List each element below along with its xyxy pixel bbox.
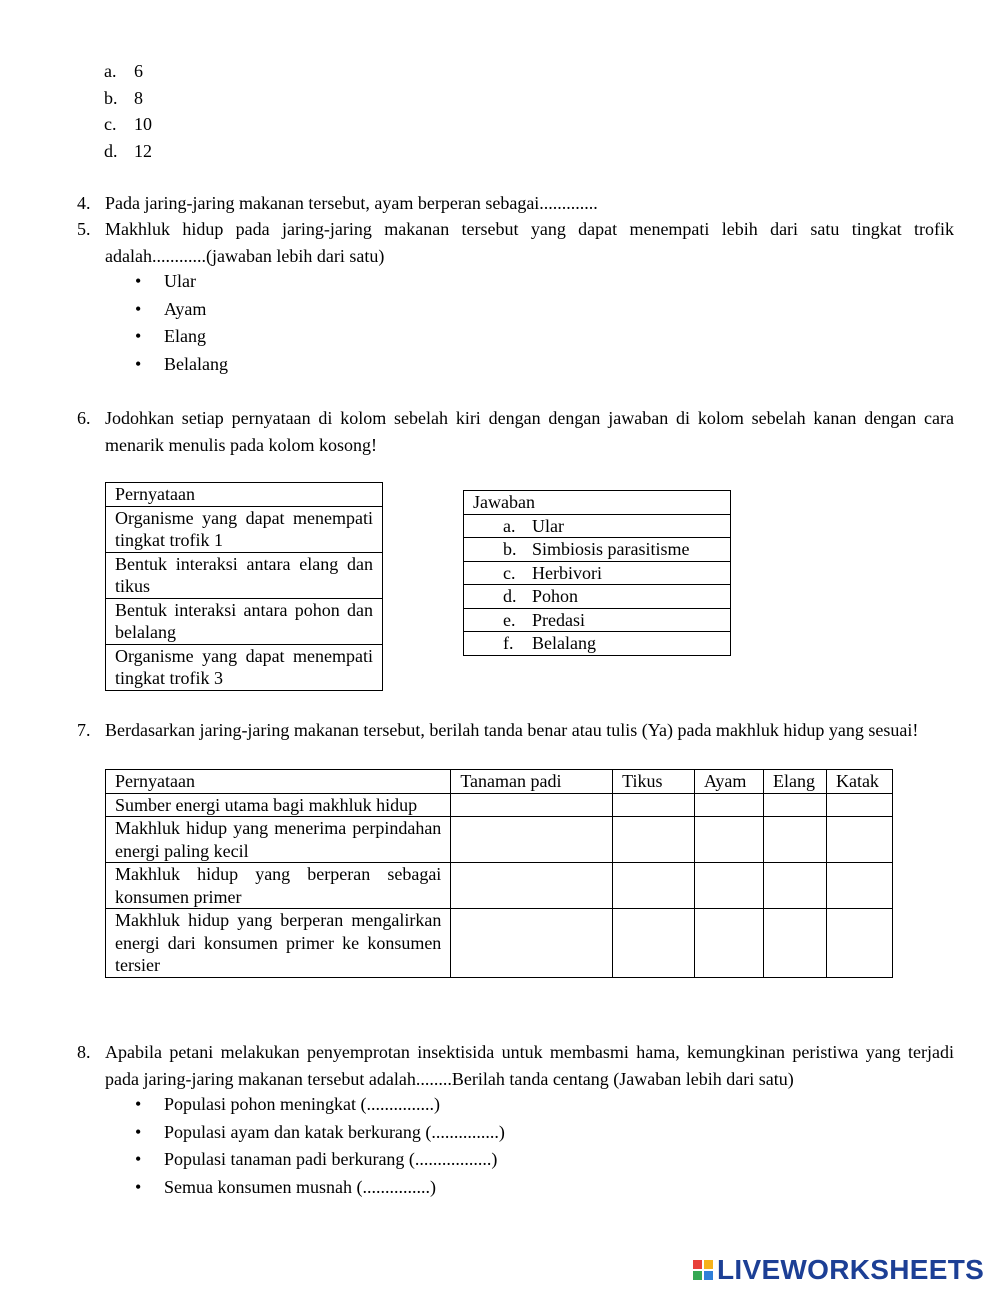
choice-semua-konsumen[interactable]: • Semua konsumen musnah (...............) (135, 1174, 505, 1202)
header-tikus: Tikus (613, 770, 695, 794)
header-pernyataan: Pernyataan (106, 770, 451, 794)
row-statement: Makhluk hidup yang menerima perpindahan energi paling kecil (106, 817, 451, 863)
answer-row[interactable]: b. Simbiosis parasitisme (464, 538, 731, 562)
answer-header: Jawaban (464, 491, 731, 515)
table-row (106, 793, 893, 817)
answer-cell[interactable] (763, 817, 826, 863)
liveworksheets-logo (693, 1254, 984, 1286)
answer-cell[interactable] (763, 863, 826, 909)
statement-header: Pernyataan (106, 483, 383, 507)
choice-belalang[interactable]: • Belalang (135, 351, 228, 379)
answer-row[interactable]: a. Ular (464, 514, 731, 538)
question-6: 6. Jodohkan setiap pernyataan di kolom sebelah kiri dengan dengan jawaban di kolom sebelah kanan dengan cara menarik menulis pada kolom kosong! (77, 408, 954, 455)
answer-row[interactable]: d. Pohon (464, 585, 731, 609)
answer-cell[interactable] (613, 863, 695, 909)
logo-block (693, 1271, 702, 1280)
answer-cell[interactable] (695, 793, 764, 817)
answer-cell[interactable] (826, 863, 892, 909)
answer-cell[interactable] (695, 863, 764, 909)
answer-cell[interactable] (451, 863, 613, 909)
question-8: 8. Apabila petani melakukan penyemprotan insektisida untuk membasmi hama, kemungkinan peristiwa yang terjadi pada jaring-jaring makanan tersebut adalah........Berilah tanda centang (Jawaban lebih dari satu) (77, 1042, 954, 1089)
answer-cell[interactable] (695, 817, 764, 863)
logo-block (693, 1260, 702, 1269)
choice-elang[interactable]: • Elang (135, 323, 228, 351)
choice-ular[interactable]: • Ular (135, 268, 228, 296)
statement-row: Bentuk interaksi antara pohon dan belalang (106, 598, 383, 644)
statement-row: Bentuk interaksi antara elang dan tikus (106, 552, 383, 598)
logo-icon (693, 1260, 713, 1280)
answer-cell[interactable] (826, 909, 892, 978)
answer-cell[interactable] (763, 793, 826, 817)
answer-cell[interactable] (826, 793, 892, 817)
option-c[interactable]: c. 10 (104, 114, 152, 134)
answer-row[interactable]: e. Predasi (464, 608, 731, 632)
choice-populasi-ayam-katak[interactable]: • Populasi ayam dan katak berkurang (...............) (135, 1119, 505, 1147)
logo-text: LIVEWORKSHEETS (717, 1254, 985, 1285)
table-row (106, 817, 893, 863)
question-4: 4. Pada jaring-jaring makanan tersebut, ayam berperan sebagai............. (77, 193, 598, 213)
table-row (106, 863, 893, 909)
question-5: 5. Makhluk hidup pada jaring-jaring makanan tersebut yang dapat menempati lebih dari satu tingkat trofik adalah............(jawaban lebih dari satu) (77, 219, 954, 266)
choice-ayam[interactable]: • Ayam (135, 296, 228, 324)
answer-cell[interactable] (451, 909, 613, 978)
option-d[interactable]: d. 12 (104, 140, 152, 161)
table-row (106, 909, 893, 978)
answer-cell[interactable] (826, 817, 892, 863)
answer-row[interactable]: c. Herbivori (464, 561, 731, 585)
choice-populasi-pohon[interactable]: • Populasi pohon meningkat (...............) (135, 1091, 505, 1119)
row-statement: Makhluk hidup yang berperan sebagai konsumen primer (106, 863, 451, 909)
question-8-choices (135, 1091, 505, 1202)
logo-block (704, 1271, 713, 1280)
question-7: 7. Berdasarkan jaring-jaring makanan tersebut, berilah tanda benar atau tulis (Ya) pada makhluk hidup yang sesuai! (77, 720, 919, 740)
answer-row[interactable]: f. Belalang (464, 632, 731, 656)
option-b[interactable]: b. 8 (104, 87, 143, 108)
answer-cell[interactable] (613, 909, 695, 978)
row-statement: Sumber energi utama bagi makhluk hidup (106, 793, 451, 817)
answer-cell[interactable] (695, 909, 764, 978)
statement-row: Organisme yang dapat menempati tingkat trofik 1 (106, 506, 383, 552)
table-header-row (106, 770, 893, 794)
answer-cell[interactable] (451, 817, 613, 863)
statement-table (105, 482, 383, 691)
answer-table (463, 490, 731, 656)
row-statement: Makhluk hidup yang berperan mengalirkan energi dari konsumen primer ke konsumen tersier (106, 909, 451, 978)
answer-cell[interactable] (451, 793, 613, 817)
answer-options (104, 58, 152, 164)
answer-cell[interactable] (763, 909, 826, 978)
header-tanaman-padi: Tanaman padi (451, 770, 613, 794)
organism-check-table (105, 769, 893, 978)
statement-row: Organisme yang dapat menempati tingkat trofik 3 (106, 644, 383, 690)
question-5-choices (135, 268, 228, 379)
logo-block (704, 1260, 713, 1269)
option-a[interactable]: a. 6 (104, 61, 143, 81)
answer-cell[interactable] (613, 817, 695, 863)
header-ayam: Ayam (695, 770, 764, 794)
header-katak: Katak (826, 770, 892, 794)
answer-cell[interactable] (613, 793, 695, 817)
choice-populasi-tanaman-padi[interactable]: • Populasi tanaman padi berkurang (.................) (135, 1146, 505, 1174)
header-elang: Elang (763, 770, 826, 794)
